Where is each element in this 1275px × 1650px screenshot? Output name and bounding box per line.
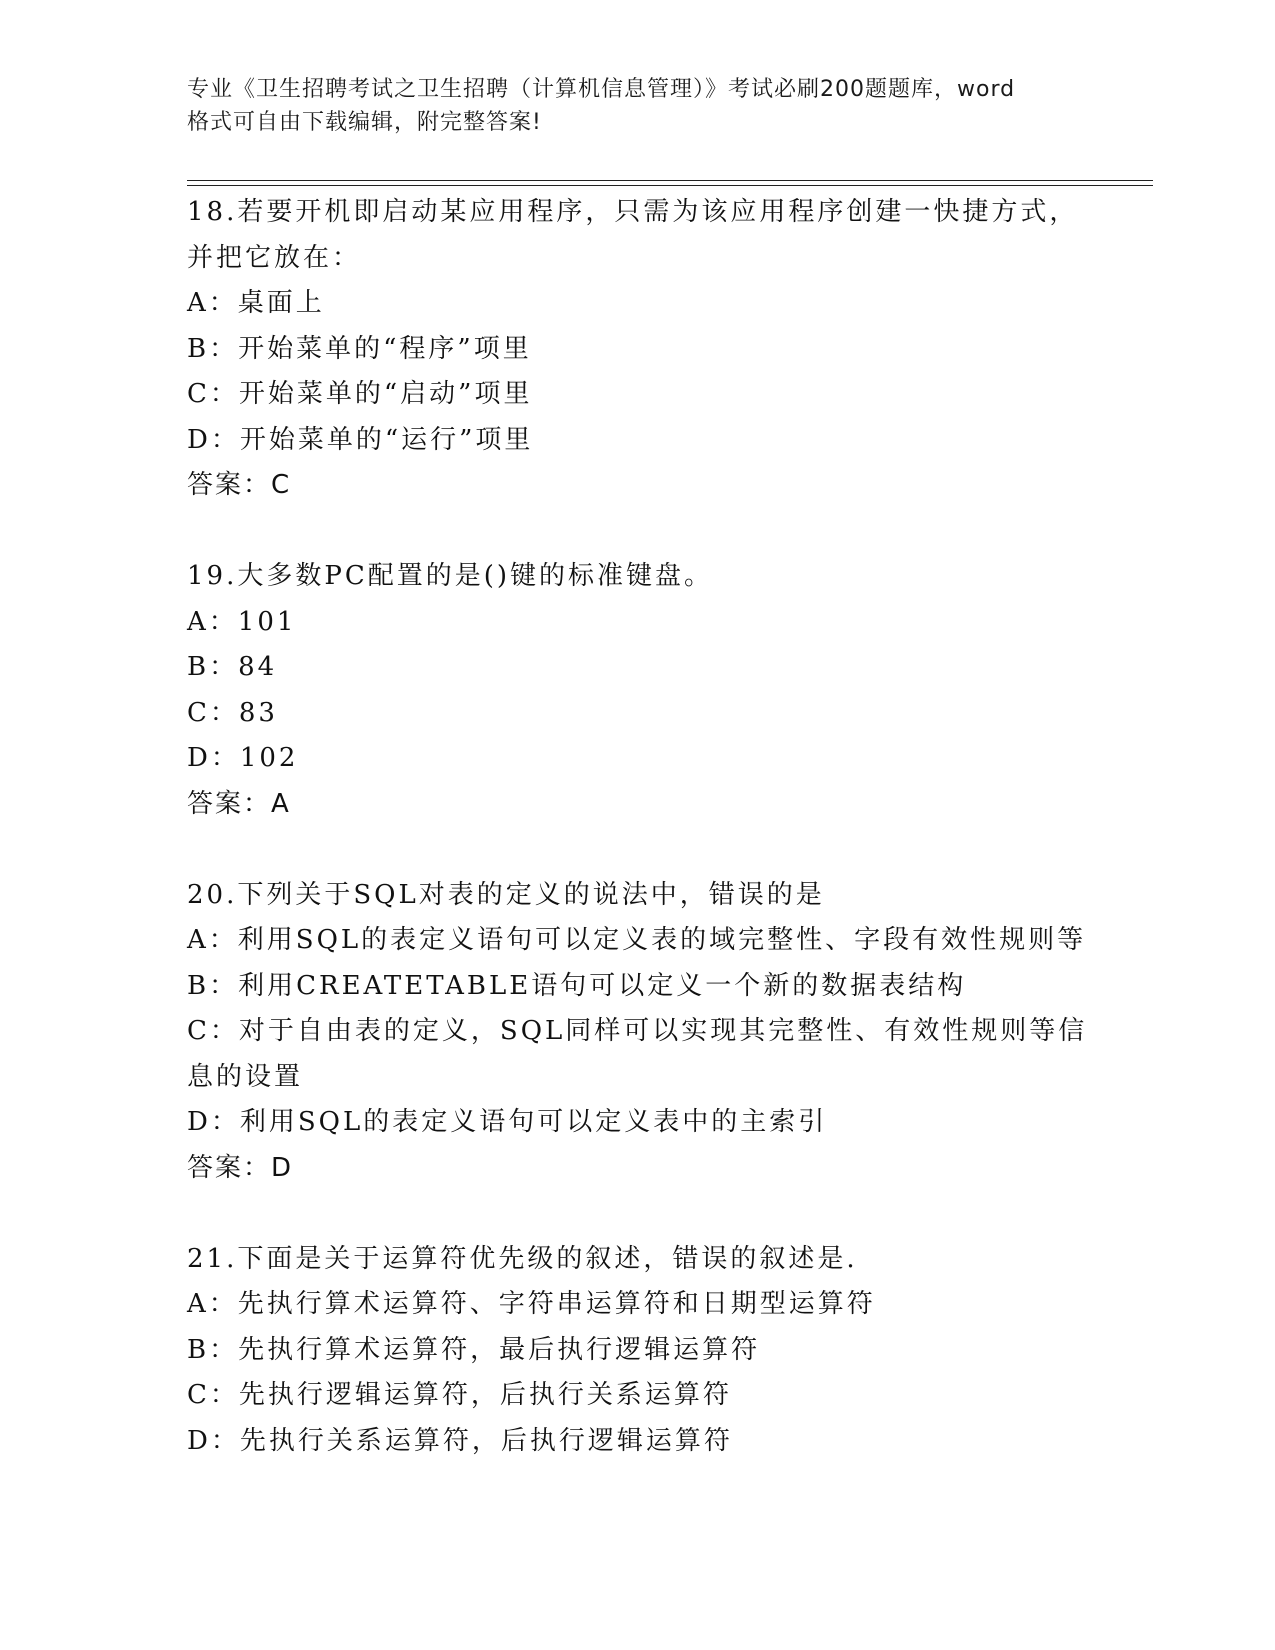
answer-option: D：开始菜单的“运行”项里 <box>187 424 534 455</box>
correct-answer: 答案：A <box>187 788 291 819</box>
question-spacer <box>187 509 1087 555</box>
answer-option: D：利用SQL的表定义语句可以定义表中的主索引 <box>187 1107 828 1137</box>
answer-option: A：先执行算术运算符、字符串运算符和日期型运算符 <box>187 1289 876 1319</box>
correct-answer: 答案：C <box>187 470 292 500</box>
header-title-line-1: 专业《卫生招聘考试之卫生招聘（计算机信息管理）》考试必刷200题题库，word <box>187 77 1016 102</box>
answer-option: 息的设置 <box>187 1061 304 1092</box>
question-block <box>187 873 1087 1192</box>
answer-option: C：开始菜单的“启动”项里 <box>187 379 533 409</box>
header-divider-bottom <box>187 185 1153 186</box>
question-spacer <box>187 827 1087 873</box>
answer-option: B：利用CREATETABLE语句可以定义一个新的数据表结构 <box>187 970 967 1001</box>
answer-option: D：102 <box>187 743 299 773</box>
answer-option: B：84 <box>187 652 278 682</box>
correct-answer: 答案：D <box>187 1152 294 1183</box>
question-block <box>187 554 1087 827</box>
question-text: 18.若要开机即启动某应用程序，只需为该应用程序创建一快捷方式， <box>187 197 1079 227</box>
question-text: 21.下面是关于运算符优先级的叙述，错误的叙述是. <box>187 1243 858 1274</box>
answer-option: A：101 <box>187 606 297 637</box>
answer-option: C：对于自由表的定义，SQL同样可以实现其完整性、有效性规则等信 <box>187 1016 1088 1046</box>
question-text: 19.大多数PC配置的是()键的标准键盘。 <box>187 561 714 591</box>
answer-option: C：先执行逻辑运算符，后执行关系运算符 <box>187 1380 732 1410</box>
question-list <box>187 190 1087 1464</box>
header-title-line-2: 格式可自由下载编辑，附完整答案! <box>187 110 542 135</box>
answer-option: D：先执行关系运算符，后执行逻辑运算符 <box>187 1425 733 1456</box>
answer-option: B：开始菜单的“程序”项里 <box>187 333 532 364</box>
question-block <box>187 190 1087 509</box>
question-text: 20.下列关于SQL对表的定义的说法中，错误的是 <box>187 879 825 910</box>
question-block <box>187 1237 1087 1465</box>
document-header <box>187 73 1087 139</box>
header-divider-top <box>187 180 1153 181</box>
answer-option: C：83 <box>187 697 278 728</box>
answer-option: A：桌面上 <box>187 288 325 318</box>
question-text: 并把它放在： <box>187 242 362 273</box>
answer-option: A：利用SQL的表定义语句可以定义表的域完整性、字段有效性规则等 <box>187 925 1087 955</box>
question-spacer <box>187 1191 1087 1237</box>
answer-option: B：先执行算术运算符，最后执行逻辑运算符 <box>187 1334 761 1365</box>
